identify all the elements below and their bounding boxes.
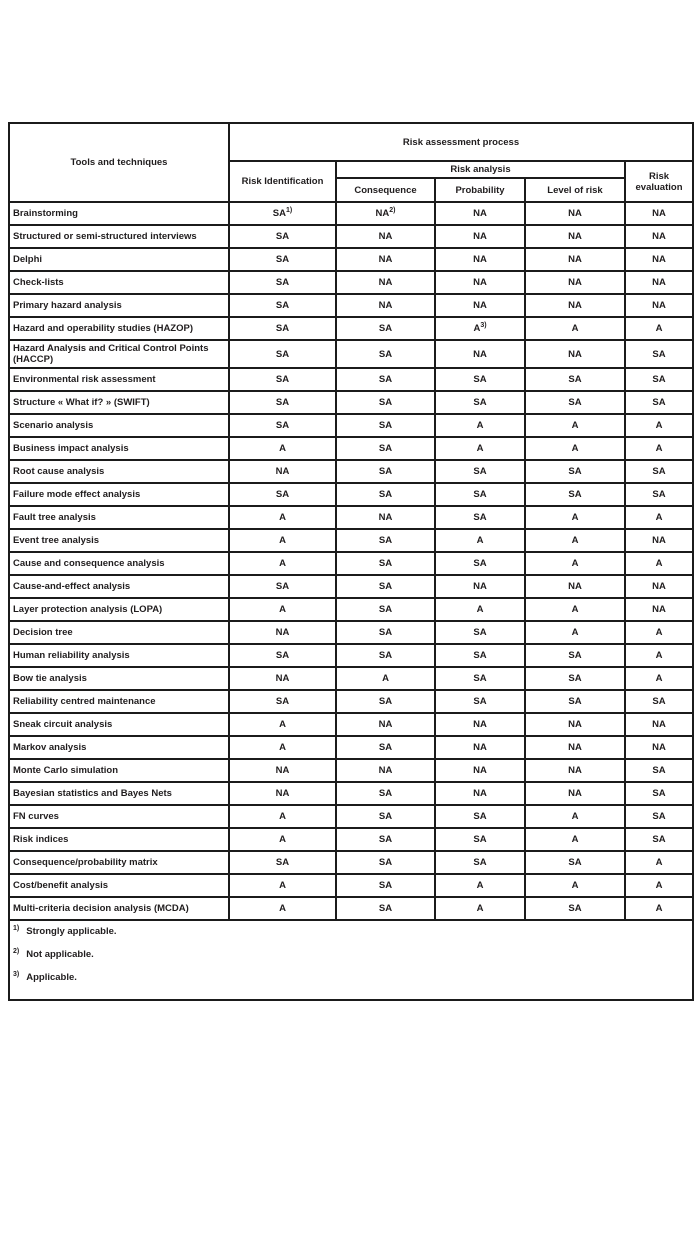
rating-cell: A	[229, 874, 336, 897]
rating-cell: SA	[525, 368, 625, 391]
rating-cell: SA	[229, 851, 336, 874]
rating-cell: A	[229, 897, 336, 920]
footnote-marker: 1)	[13, 924, 20, 932]
rating-cell: SA	[435, 828, 525, 851]
rating-cell: SA	[525, 644, 625, 667]
rating-cell: SA	[435, 621, 525, 644]
rating-cell: A	[625, 644, 693, 667]
rating-cell: A	[229, 713, 336, 736]
footnote-marker: 3)	[13, 970, 20, 978]
rating-cell: NA	[625, 575, 693, 598]
table-row	[9, 598, 693, 621]
table-header	[9, 123, 693, 202]
rating-cell: A	[625, 506, 693, 529]
rating-cell: NA	[229, 782, 336, 805]
footnote-marker: 1)	[285, 206, 293, 214]
table-row	[9, 759, 693, 782]
rating-cell: SA	[229, 414, 336, 437]
table-row	[9, 391, 693, 414]
rating-cell: SA	[435, 805, 525, 828]
rating-cell: NA	[435, 575, 525, 598]
footnote-text: Applicable.	[26, 972, 77, 983]
tool-name-cell: FN curves	[9, 805, 229, 828]
rating-cell: NA	[525, 202, 625, 225]
table-row	[9, 483, 693, 506]
rating-cell: SA	[435, 391, 525, 414]
rating-cell: A	[229, 506, 336, 529]
rating-cell: SA	[625, 828, 693, 851]
tool-name-cell: Check-lists	[9, 271, 229, 294]
table-row	[9, 202, 693, 225]
rating-cell: NA	[525, 713, 625, 736]
rating-cell: SA	[229, 317, 336, 340]
rating-cell: NA	[625, 294, 693, 317]
rating-cell: A	[525, 317, 625, 340]
rating-cell: A	[525, 874, 625, 897]
rating-cell: A	[336, 667, 435, 690]
tool-name-cell: Fault tree analysis	[9, 506, 229, 529]
rating-cell: A	[625, 621, 693, 644]
tool-name-cell: Structured or semi-structured interviews	[9, 225, 229, 248]
rating-cell: SA	[336, 897, 435, 920]
rating-cell: A	[525, 598, 625, 621]
risk-tools-table	[8, 122, 694, 1001]
rating-cell: NA	[336, 294, 435, 317]
rating-cell: NA	[336, 713, 435, 736]
rating-cell: SA	[336, 317, 435, 340]
rating-cell: SA	[336, 483, 435, 506]
rating-cell: SA	[336, 414, 435, 437]
rating-cell: NA$^{2)}$	[336, 202, 435, 225]
rating-cell: NA	[625, 529, 693, 552]
rating-cell: SA	[229, 225, 336, 248]
rating-cell: SA	[525, 483, 625, 506]
rating-cell: NA	[336, 506, 435, 529]
table-row	[9, 897, 693, 920]
rating-cell: SA	[525, 897, 625, 920]
rating-cell: SA	[336, 805, 435, 828]
rating-cell: SA	[229, 391, 336, 414]
rating-cell: SA	[336, 851, 435, 874]
rating-cell: A	[229, 598, 336, 621]
tools-column-header: Tools and techniques	[9, 123, 229, 202]
rating-cell: NA	[525, 294, 625, 317]
rating-cell: SA	[229, 294, 336, 317]
rating-cell: NA	[435, 736, 525, 759]
footnote-marker: 2)	[13, 947, 20, 955]
rating-cell: SA	[229, 483, 336, 506]
rating-cell: NA	[625, 225, 693, 248]
rating-cell: A	[435, 874, 525, 897]
rating-cell: NA	[525, 736, 625, 759]
rating-cell: A	[229, 552, 336, 575]
table-row	[9, 874, 693, 897]
rating-cell: NA	[525, 759, 625, 782]
rating-cell: A	[625, 552, 693, 575]
rating-cell: A	[525, 828, 625, 851]
rating-cell: SA	[229, 340, 336, 368]
table-row	[9, 667, 693, 690]
rating-cell: SA	[435, 644, 525, 667]
footnote-text: Not applicable.	[26, 949, 94, 960]
rating-cell: SA	[336, 368, 435, 391]
tool-name-cell: Hazard and operability studies (HAZOP)	[9, 317, 229, 340]
tool-name-cell: Bow tie analysis	[9, 667, 229, 690]
rating-cell: NA	[336, 248, 435, 271]
rating-cell: NA	[435, 340, 525, 368]
rating-cell: A	[229, 529, 336, 552]
rating-cell: SA	[229, 271, 336, 294]
tool-name-cell: Monte Carlo simulation	[9, 759, 229, 782]
rating-cell: NA	[229, 759, 336, 782]
rating-cell: NA	[525, 271, 625, 294]
rating-cell: SA	[229, 690, 336, 713]
rating-cell: NA	[229, 621, 336, 644]
rating-cell: SA	[229, 575, 336, 598]
rating-cell: SA	[435, 506, 525, 529]
tool-name-cell: Reliability centred maintenance	[9, 690, 229, 713]
rating-cell: A	[625, 317, 693, 340]
rating-cell: A	[625, 874, 693, 897]
table-row	[9, 317, 693, 340]
rating-cell: SA	[435, 690, 525, 713]
table-row	[9, 575, 693, 598]
table-row	[9, 621, 693, 644]
rating-cell: SA	[625, 782, 693, 805]
rating-cell: SA	[336, 460, 435, 483]
rating-cell: NA	[229, 667, 336, 690]
tool-name-cell: Layer protection analysis (LOPA)	[9, 598, 229, 621]
tool-name-cell: Risk indices	[9, 828, 229, 851]
rating-cell: SA	[336, 828, 435, 851]
rating-cell: SA	[336, 874, 435, 897]
rating-cell: SA	[625, 340, 693, 368]
rating-cell: NA	[435, 202, 525, 225]
rating-cell: SA	[625, 759, 693, 782]
table-row	[9, 690, 693, 713]
rating-cell: SA	[336, 598, 435, 621]
footnote-text: Strongly applicable.	[26, 926, 117, 937]
rating-cell: SA	[336, 621, 435, 644]
footnote-line	[13, 926, 689, 937]
rating-cell: A	[625, 851, 693, 874]
rating-cell: NA	[336, 271, 435, 294]
rating-cell: SA	[336, 552, 435, 575]
rating-cell: SA	[625, 805, 693, 828]
rating-cell: SA	[336, 644, 435, 667]
rating-cell: A	[625, 897, 693, 920]
rating-cell: SA	[525, 851, 625, 874]
rating-cell: SA	[336, 690, 435, 713]
tool-name-cell: Delphi	[9, 248, 229, 271]
table-row	[9, 644, 693, 667]
rating-cell: SA	[625, 460, 693, 483]
rating-cell: NA	[625, 598, 693, 621]
rating-cell: SA	[229, 368, 336, 391]
footnote-marker: 2)	[389, 206, 396, 214]
rating-cell: SA	[625, 368, 693, 391]
rating-cell: NA	[525, 248, 625, 271]
rating-cell: A	[229, 437, 336, 460]
rating-cell: A	[525, 805, 625, 828]
rating-cell: NA	[336, 759, 435, 782]
rating-cell: A	[229, 828, 336, 851]
footnote-line	[13, 972, 689, 983]
rating-cell: SA	[336, 437, 435, 460]
table-row	[9, 225, 693, 248]
rating-cell: SA$^{1)}$	[229, 202, 336, 225]
rating-cell: A	[435, 529, 525, 552]
rating-cell: SA	[625, 483, 693, 506]
rating-cell: SA	[435, 667, 525, 690]
tool-name-cell: Consequence/probability matrix	[9, 851, 229, 874]
rating-cell: NA	[435, 782, 525, 805]
rating-cell: NA	[435, 271, 525, 294]
tool-name-cell: Cost/benefit analysis	[9, 874, 229, 897]
rating-cell: A	[435, 598, 525, 621]
risk-identification-header: Risk Identification	[229, 161, 336, 202]
rating-cell: SA	[336, 340, 435, 368]
table-row	[9, 271, 693, 294]
rating-cell: SA	[336, 736, 435, 759]
footnote-marker: 3)	[480, 321, 487, 329]
rating-cell: A	[525, 437, 625, 460]
rating-cell: A	[525, 529, 625, 552]
rating-cell: NA	[525, 782, 625, 805]
rating-cell: SA	[336, 391, 435, 414]
tool-name-cell: Multi-criteria decision analysis (MCDA)	[9, 897, 229, 920]
tool-name-cell: Business impact analysis	[9, 437, 229, 460]
rating-cell: NA	[435, 759, 525, 782]
table-row	[9, 414, 693, 437]
rating-cell: A	[525, 414, 625, 437]
rating-cell: SA	[435, 851, 525, 874]
risk-analysis-header: Risk analysis	[336, 161, 625, 178]
rating-cell: A	[435, 437, 525, 460]
rating-cell: SA	[525, 690, 625, 713]
rating-cell: A	[525, 552, 625, 575]
rating-cell: NA	[435, 294, 525, 317]
tool-name-cell: Root cause analysis	[9, 460, 229, 483]
probability-header: Probability	[435, 178, 525, 202]
tool-name-cell: Structure « What if? » (SWIFT)	[9, 391, 229, 414]
rating-cell: NA	[435, 248, 525, 271]
rating-cell: NA	[525, 225, 625, 248]
rating-cell: NA	[336, 225, 435, 248]
rating-cell: SA	[435, 483, 525, 506]
rating-cell: A	[625, 437, 693, 460]
tool-name-cell: Event tree analysis	[9, 529, 229, 552]
tool-name-cell: Human reliability analysis	[9, 644, 229, 667]
rating-cell: SA	[229, 644, 336, 667]
rating-cell: A	[525, 621, 625, 644]
tool-name-cell: Failure mode effect analysis	[9, 483, 229, 506]
table-row	[9, 552, 693, 575]
table-row	[9, 529, 693, 552]
table-row	[9, 368, 693, 391]
rating-cell: A	[435, 897, 525, 920]
rating-cell: NA	[525, 575, 625, 598]
table-row	[9, 506, 693, 529]
footnotes-cell	[9, 920, 693, 1000]
rating-cell: A	[229, 736, 336, 759]
rating-cell: NA	[625, 271, 693, 294]
table-row	[9, 340, 693, 368]
rating-cell: SA	[525, 460, 625, 483]
risk-assessment-process-header: Risk assessment process	[229, 123, 693, 161]
rating-cell: A$^{3)}$	[435, 317, 525, 340]
rating-cell: NA	[435, 713, 525, 736]
rating-cell: SA	[525, 667, 625, 690]
table-row	[9, 782, 693, 805]
table-row	[9, 851, 693, 874]
rating-cell: SA	[625, 391, 693, 414]
tool-name-cell: Decision tree	[9, 621, 229, 644]
rating-cell: SA	[229, 248, 336, 271]
table-row	[9, 736, 693, 759]
footnote-line	[13, 949, 689, 960]
level-of-risk-header: Level of risk	[525, 178, 625, 202]
rating-cell: NA	[625, 202, 693, 225]
rating-cell: SA	[336, 575, 435, 598]
rating-cell: SA	[625, 690, 693, 713]
rating-cell: SA	[525, 391, 625, 414]
tool-name-cell: Sneak circuit analysis	[9, 713, 229, 736]
rating-cell: SA	[435, 368, 525, 391]
risk-evaluation-header: Risk evaluation	[625, 161, 693, 202]
table-row	[9, 828, 693, 851]
tool-name-cell: Environmental risk assessment	[9, 368, 229, 391]
rating-cell: NA	[625, 736, 693, 759]
rating-cell: A	[625, 414, 693, 437]
rating-cell: NA	[435, 225, 525, 248]
table-body	[9, 202, 693, 920]
tool-name-cell: Primary hazard analysis	[9, 294, 229, 317]
rating-cell: NA	[525, 340, 625, 368]
table-row	[9, 713, 693, 736]
rating-cell: A	[229, 805, 336, 828]
tool-name-cell: Hazard Analysis and Critical Control Points (HACCP)	[9, 340, 229, 368]
tool-name-cell: Bayesian statistics and Bayes Nets	[9, 782, 229, 805]
rating-cell: SA	[336, 782, 435, 805]
tool-name-cell: Markov analysis	[9, 736, 229, 759]
table-row	[9, 294, 693, 317]
rating-cell: NA	[625, 713, 693, 736]
table-row	[9, 437, 693, 460]
tool-name-cell: Brainstorming	[9, 202, 229, 225]
rating-cell: A	[525, 506, 625, 529]
table-row	[9, 460, 693, 483]
rating-cell: NA	[625, 248, 693, 271]
tool-name-cell: Cause and consequence analysis	[9, 552, 229, 575]
rating-cell: SA	[336, 529, 435, 552]
consequence-header: Consequence	[336, 178, 435, 202]
tool-name-cell: Cause-and-effect analysis	[9, 575, 229, 598]
table-row	[9, 248, 693, 271]
rating-cell: A	[625, 667, 693, 690]
rating-cell: SA	[435, 460, 525, 483]
table-row	[9, 805, 693, 828]
rating-cell: SA	[435, 552, 525, 575]
rating-cell: NA	[229, 460, 336, 483]
rating-cell: A	[435, 414, 525, 437]
tool-name-cell: Scenario analysis	[9, 414, 229, 437]
